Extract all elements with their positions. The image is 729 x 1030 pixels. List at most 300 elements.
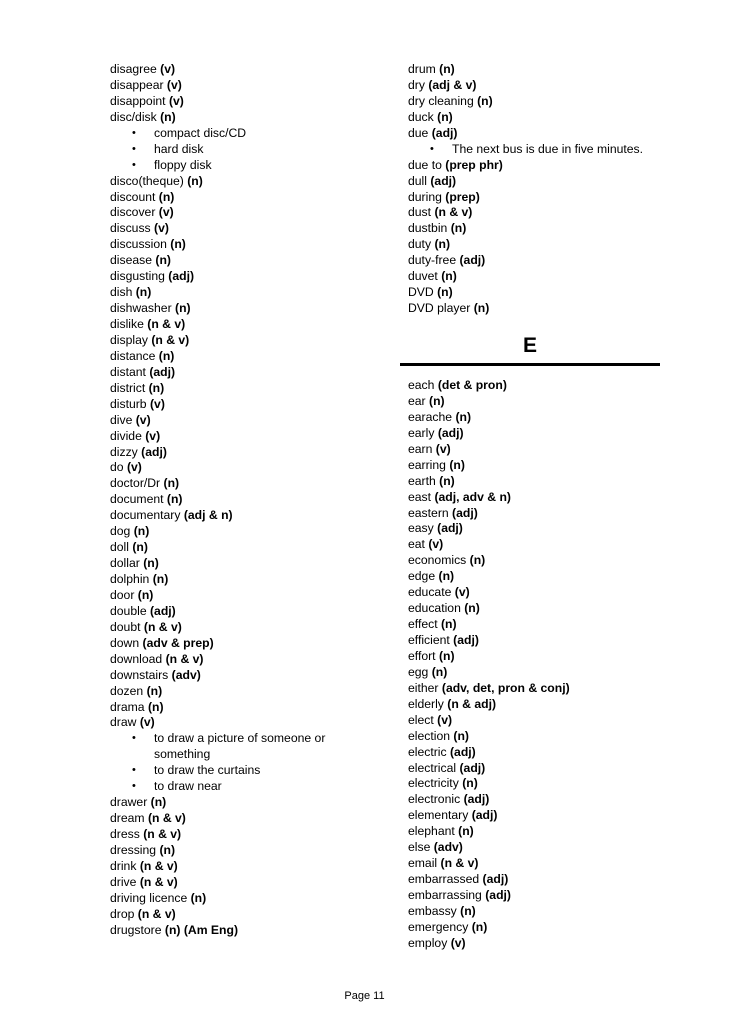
word-entry (110, 572, 380, 588)
page-number: Page 11 (344, 990, 385, 1002)
part-of-speech: (n) (190, 890, 207, 905)
entry-word: disgusting (110, 269, 165, 284)
word-entry (110, 460, 380, 476)
word-entry (408, 856, 708, 872)
entry-word: district (110, 380, 146, 395)
word-entry (408, 410, 708, 426)
part-of-speech: (det & pron) (437, 378, 507, 392)
word-entry (408, 745, 708, 761)
part-of-speech: (n) (450, 221, 467, 236)
entry-word: dressing (110, 842, 157, 857)
word-entry (408, 936, 708, 952)
part-of-speech: (n) (455, 409, 471, 424)
word-entry (110, 301, 380, 317)
part-of-speech: (n) (160, 109, 176, 124)
part-of-speech: (adj) (453, 633, 479, 647)
part-of-speech: (n) (Am Eng) (164, 922, 238, 937)
word-entry (408, 126, 708, 142)
entry-word: elect (408, 712, 434, 727)
word-entry (110, 540, 380, 556)
part-of-speech: (n) (152, 572, 169, 586)
word-entry (408, 697, 708, 713)
entry-word: duty-free (408, 253, 457, 268)
part-of-speech: (adj) (482, 872, 509, 887)
word-entry (110, 413, 380, 429)
entry-word: discover (110, 205, 156, 220)
word-entry (110, 636, 380, 652)
entry-word: drugstore (110, 922, 162, 937)
part-of-speech: (n & v) (440, 856, 479, 871)
word-entry (110, 94, 380, 110)
part-of-speech: (v) (139, 715, 155, 730)
entry-word: eastern (408, 505, 449, 520)
word-entry (408, 205, 708, 221)
word-entry (408, 174, 708, 190)
entry-word: dish (110, 285, 133, 300)
word-entry (408, 537, 708, 553)
word-entry (110, 843, 380, 859)
word-entry (408, 553, 708, 569)
entry-word: educate (408, 585, 452, 600)
sub-example: • floppy disk (110, 158, 380, 174)
part-of-speech: (adj & v) (428, 77, 477, 92)
part-of-speech: (adv & prep) (142, 635, 214, 650)
word-entry (408, 442, 708, 458)
word-entry (110, 508, 380, 524)
word-entry (408, 285, 708, 301)
entry-word: dozen (110, 683, 144, 698)
entry-word: drink (110, 858, 137, 873)
part-of-speech: (v) (149, 396, 165, 411)
entry-word: distance (110, 348, 156, 363)
entry-word: door (110, 587, 135, 602)
entry-word: discount (110, 189, 156, 204)
word-entry (110, 397, 380, 413)
part-of-speech: (n) (137, 587, 154, 602)
word-entry (408, 506, 708, 522)
word-entry (408, 78, 708, 94)
entry-word: employ (408, 935, 448, 950)
word-entry (408, 824, 708, 840)
part-of-speech: (n) (462, 776, 478, 791)
word-entry (110, 190, 380, 206)
word-entry (408, 601, 708, 617)
entry-word: duck (408, 109, 434, 124)
part-of-speech: (n) (158, 348, 175, 363)
entry-word: either (408, 680, 439, 695)
part-of-speech: (v) (135, 412, 151, 427)
entry-word: disappoint (110, 93, 166, 108)
part-of-speech: (n) (132, 540, 148, 555)
word-entry (408, 617, 708, 633)
entry-word: east (408, 489, 432, 504)
entry-word: embarrassing (408, 888, 482, 902)
word-entry (110, 62, 380, 78)
part-of-speech: (n) (175, 301, 191, 316)
word-entry (110, 110, 380, 126)
word-entry (408, 808, 708, 824)
entry-word: electrical (408, 760, 457, 775)
part-of-speech: (v) (435, 441, 451, 456)
word-entry (110, 891, 380, 907)
entry-word: eat (408, 537, 425, 552)
entry-word: dress (110, 827, 140, 841)
word-entry (408, 253, 708, 269)
word-entry (110, 253, 380, 269)
part-of-speech: (n) (460, 903, 476, 918)
part-of-speech: (adv, det, pron & conj) (441, 680, 570, 695)
entry-word: earring (408, 457, 446, 472)
word-entry (110, 445, 380, 461)
section-heading-block (400, 333, 660, 366)
sub-example: • to draw the curtains (110, 763, 380, 779)
part-of-speech: (n) (133, 524, 150, 539)
word-entry (110, 365, 380, 381)
part-of-speech: (v) (454, 585, 470, 600)
entry-word: electronic (408, 792, 461, 807)
entry-word: emergency (408, 919, 469, 934)
part-of-speech: (n) (150, 795, 167, 810)
part-of-speech: (n) (135, 285, 152, 300)
part-of-speech: (n) (159, 842, 176, 857)
entry-word: double (110, 603, 147, 618)
word-entry (408, 649, 708, 665)
entry-word: else (408, 840, 431, 855)
part-of-speech: (adj) (459, 760, 486, 775)
part-of-speech: (v) (160, 62, 176, 76)
part-of-speech: (v) (168, 93, 184, 108)
word-entry (408, 62, 708, 78)
entry-word: elephant (408, 824, 455, 839)
entry-word: elementary (408, 808, 469, 823)
word-entry (408, 94, 708, 110)
entry-word: email (408, 856, 438, 871)
word-entry (408, 110, 708, 126)
part-of-speech: (n) (439, 473, 455, 488)
entry-word: display (110, 332, 148, 347)
part-of-speech: (n) (458, 824, 474, 839)
word-entry (408, 394, 708, 410)
entry-word: disease (110, 253, 153, 268)
part-of-speech: (n) (464, 601, 480, 616)
word-entry (110, 349, 380, 365)
entry-word: disagree (110, 62, 157, 76)
word-entry (408, 633, 708, 649)
entry-word: drawer (110, 795, 148, 810)
entry-word: education (408, 601, 461, 616)
word-entry (408, 521, 708, 537)
word-entry (408, 585, 708, 601)
entry-word: discussion (110, 237, 167, 252)
part-of-speech: (adj) (471, 808, 498, 823)
entry-word: driving licence (110, 890, 188, 905)
part-of-speech: (n) (431, 664, 448, 679)
entry-word: election (408, 728, 451, 743)
word-entry (110, 269, 380, 285)
entry-word: embassy (408, 903, 457, 918)
part-of-speech: (n) (471, 919, 488, 934)
entry-word: dry cleaning (408, 93, 474, 108)
sub-example: something (154, 747, 211, 762)
part-of-speech: (n) (147, 699, 164, 714)
section-heading: E (522, 334, 537, 357)
entry-word: dog (110, 524, 131, 539)
word-entry (110, 715, 380, 731)
entry-word: egg (408, 664, 429, 679)
word-entry (110, 827, 380, 843)
part-of-speech: (adj) (437, 425, 464, 440)
word-entry (110, 285, 380, 301)
part-of-speech: (n) (439, 62, 455, 76)
part-of-speech: (n) (449, 457, 465, 472)
word-entry (110, 859, 380, 875)
entry-word: disco(theque) (110, 173, 184, 188)
part-of-speech: (v) (154, 221, 169, 236)
entry-word: doctor/Dr (110, 476, 161, 491)
entry-word: edge (408, 569, 436, 584)
word-entry (110, 237, 380, 253)
part-of-speech: (n & v) (139, 858, 178, 873)
word-entry (408, 665, 708, 681)
d-entries-continued (408, 62, 708, 317)
part-of-speech: (adj) (430, 173, 457, 188)
part-of-speech: (adv) (171, 667, 201, 682)
entry-word: earn (408, 441, 433, 456)
sub-example: • hard disk (110, 142, 380, 158)
word-entry (408, 681, 708, 697)
part-of-speech: (n & v) (143, 827, 182, 841)
part-of-speech: (n) (187, 173, 203, 188)
part-of-speech: (n & v) (147, 317, 186, 331)
sub-example: • to draw near (110, 779, 380, 795)
part-of-speech: (n) (434, 237, 450, 252)
word-entry (110, 492, 380, 508)
word-entry (110, 333, 380, 349)
part-of-speech: (n & adj) (447, 696, 497, 711)
entry-word: document (110, 492, 164, 507)
part-of-speech: (n & v) (147, 811, 186, 826)
part-of-speech: (n) (163, 476, 180, 491)
entry-word: documentary (110, 508, 181, 523)
entry-word: downstairs (110, 667, 169, 682)
part-of-speech: (n & v) (139, 874, 178, 889)
word-entry (408, 378, 708, 394)
part-of-speech: (n) (438, 648, 455, 663)
part-of-speech: (adj) (459, 253, 486, 268)
entry-word: easy (408, 521, 434, 536)
entry-word: efficient (408, 633, 450, 647)
entry-word: dive (110, 412, 133, 427)
part-of-speech: (adj) (437, 521, 463, 536)
entry-word: economics (408, 553, 467, 568)
entry-word: dustbin (408, 221, 448, 236)
word-entry (408, 237, 708, 253)
part-of-speech: (n) (148, 380, 165, 395)
word-entry (110, 700, 380, 716)
word-entry (110, 652, 380, 668)
part-of-speech: (n & v) (151, 332, 190, 347)
word-entry (408, 569, 708, 585)
part-of-speech: (v) (158, 205, 174, 220)
entry-word: during (408, 189, 442, 204)
part-of-speech: (prep) (445, 189, 480, 204)
word-entry (110, 317, 380, 333)
word-entry (110, 78, 380, 94)
part-of-speech: (n) (441, 269, 457, 284)
entry-word: elderly (408, 696, 444, 711)
part-of-speech: (v) (428, 537, 444, 552)
part-of-speech: (adj) (431, 125, 458, 140)
entry-word: dislike (110, 317, 144, 331)
entry-word: dream (110, 811, 145, 826)
e-entries (408, 378, 708, 952)
entry-word: dolphin (110, 572, 150, 586)
word-entry (110, 907, 380, 923)
word-entry (408, 840, 708, 856)
entry-word: duty (408, 237, 432, 252)
part-of-speech: (adj) (450, 744, 476, 759)
part-of-speech: (adj) (168, 269, 195, 284)
word-entry (408, 904, 708, 920)
part-of-speech: (n) (440, 617, 457, 632)
part-of-speech: (n) (166, 492, 183, 507)
word-entry (408, 888, 708, 904)
part-of-speech: (adj) (485, 888, 511, 902)
entry-word: electric (408, 744, 447, 759)
word-entry (408, 490, 708, 506)
entry-word: doll (110, 540, 129, 555)
word-entry (110, 429, 380, 445)
part-of-speech: (adj) (149, 364, 176, 379)
word-entry (110, 556, 380, 572)
entry-word: DVD player (408, 301, 471, 316)
word-entry (110, 588, 380, 604)
word-entry (408, 761, 708, 777)
entry-word: dull (408, 173, 427, 188)
part-of-speech: (n) (143, 556, 159, 571)
part-of-speech: (n) (477, 93, 493, 108)
part-of-speech: (prep phr) (445, 157, 503, 172)
entry-word: dust (408, 205, 432, 220)
part-of-speech: (v) (450, 935, 466, 950)
entry-word: embarrassed (408, 872, 480, 887)
word-entry (408, 158, 708, 174)
word-entry (110, 604, 380, 620)
word-entry (110, 620, 380, 636)
word-entry (408, 269, 708, 285)
entry-word: disappear (110, 77, 164, 92)
entry-word: due (408, 125, 429, 140)
entry-word: disturb (110, 396, 147, 411)
entry-word: divide (110, 428, 142, 443)
entry-word: do (110, 460, 124, 475)
word-entry (110, 811, 380, 827)
entry-word: doubt (110, 619, 141, 634)
part-of-speech: (v) (126, 460, 142, 475)
word-entry (110, 668, 380, 684)
part-of-speech: (n) (473, 301, 490, 316)
word-entry (110, 476, 380, 492)
entry-word: each (408, 378, 435, 392)
entry-word: draw (110, 715, 137, 730)
entry-word: dollar (110, 556, 140, 571)
entry-word: effect (408, 617, 438, 632)
left-word-column (110, 62, 380, 939)
entry-word: earache (408, 409, 453, 424)
word-entry (110, 923, 380, 939)
word-entry (408, 776, 708, 792)
word-entry (408, 474, 708, 490)
entry-word: ear (408, 393, 426, 408)
part-of-speech: (n) (158, 189, 175, 204)
entry-word: download (110, 651, 163, 666)
part-of-speech: (n) (437, 109, 453, 124)
word-entry (110, 875, 380, 891)
word-entry (408, 221, 708, 237)
entry-word: dry (408, 77, 425, 92)
word-entry (110, 205, 380, 221)
part-of-speech: (n & v) (165, 651, 204, 666)
part-of-speech: (n & v) (434, 205, 473, 220)
part-of-speech: (n) (453, 728, 469, 743)
part-of-speech: (adj) (150, 603, 176, 618)
part-of-speech: (v) (437, 712, 453, 727)
word-entry (408, 301, 708, 317)
part-of-speech: (n) (146, 683, 163, 698)
word-entry (408, 729, 708, 745)
part-of-speech: (n) (469, 553, 486, 568)
entry-word: dishwasher (110, 301, 172, 316)
part-of-speech: (n) (437, 285, 453, 300)
sub-example: • compact disc/CD (110, 126, 380, 142)
entry-word: duvet (408, 269, 438, 284)
part-of-speech: (adj & n) (183, 508, 233, 523)
right-word-column (408, 62, 708, 317)
part-of-speech: (adj) (141, 444, 167, 459)
entry-word: DVD (408, 285, 434, 300)
part-of-speech: (n & v) (137, 906, 176, 921)
entry-word: disc/disk (110, 109, 157, 124)
word-entry (110, 381, 380, 397)
entry-word: effort (408, 648, 436, 663)
entry-word: drum (408, 62, 436, 76)
entry-word: distant (110, 364, 146, 379)
entry-word: drop (110, 906, 135, 921)
entry-word: electricity (408, 776, 459, 791)
entry-word: earth (408, 473, 436, 488)
word-entry (110, 795, 380, 811)
part-of-speech: (v) (145, 428, 161, 443)
part-of-speech: (n & v) (143, 619, 182, 634)
word-entry (408, 458, 708, 474)
part-of-speech: (v) (166, 77, 182, 92)
part-of-speech: (adj) (452, 505, 478, 520)
word-entry (408, 872, 708, 888)
part-of-speech: (n) (170, 237, 186, 252)
entry-word: early (408, 425, 435, 440)
word-entry (408, 920, 708, 936)
part-of-speech: (n) (429, 393, 445, 408)
part-of-speech: (n) (155, 253, 171, 268)
entry-word: due to (408, 157, 442, 172)
part-of-speech: (adj, adv & n) (434, 489, 511, 504)
sub-example: • The next bus is due in five minutes. (408, 142, 708, 158)
part-of-speech: (n) (438, 569, 455, 584)
entry-word: dizzy (110, 444, 138, 459)
word-entry (408, 426, 708, 442)
part-of-speech: (adj) (463, 792, 490, 807)
word-entry (408, 190, 708, 206)
